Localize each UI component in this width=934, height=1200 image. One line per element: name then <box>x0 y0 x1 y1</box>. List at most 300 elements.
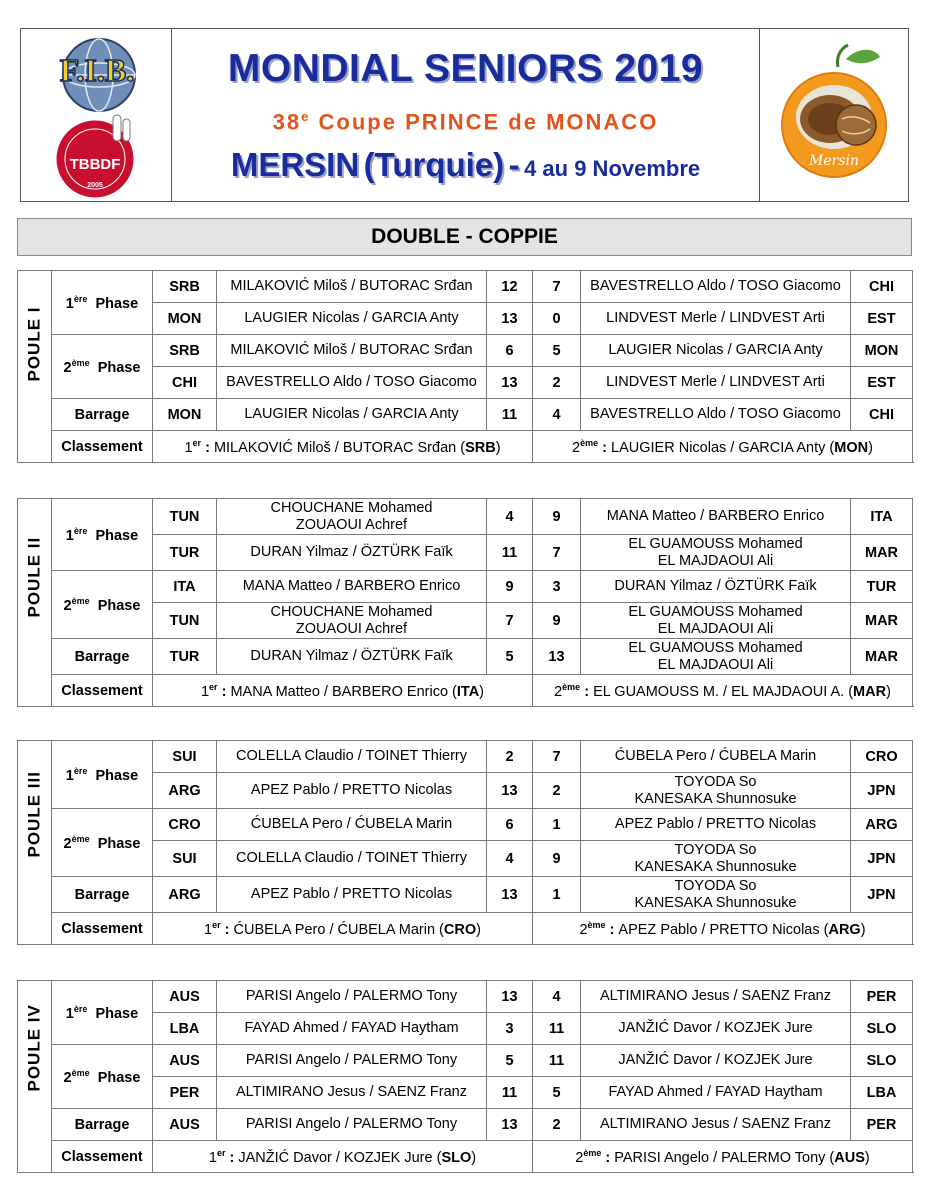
rank-sup: ème <box>583 1147 602 1158</box>
rank-team: JANŽIĆ Davor / KOZJEK Jure <box>238 1149 433 1166</box>
team1-country-code: TUN <box>153 603 217 639</box>
team1-names <box>217 499 487 535</box>
phase-word: Phase <box>97 835 141 852</box>
fib-logo-icon <box>27 33 167 123</box>
player-names-line: APEZ Pablo / PRETTO Nicolas <box>614 816 817 832</box>
team2-names <box>581 303 851 335</box>
pool-table <box>17 740 913 945</box>
player-names-line: EL GUAMOUSS Mohamed <box>628 639 803 656</box>
player-names-line: TOYODA So <box>674 841 757 858</box>
rank-team: APEZ Pablo / PRETTO Nicolas <box>618 921 820 938</box>
player-names-line: MANA Matteo / BARBERO Enrico <box>606 508 825 524</box>
player-names-line: ALTIMIRANO Jesus / SAENZ Franz <box>600 988 831 1004</box>
team2-country-code: JPN <box>851 877 913 913</box>
rank-sup: ème <box>587 919 606 930</box>
phase-sup: ère <box>73 293 88 304</box>
team1-country-code: CRO <box>153 809 217 841</box>
ranking-row <box>18 675 913 707</box>
team2-score: 7 <box>533 271 581 303</box>
player-names-line: APEZ Pablo / PRETTO Nicolas <box>250 782 453 798</box>
rank-country-code: SLO <box>441 1149 472 1166</box>
team2-country-code: MAR <box>851 603 913 639</box>
phase-sup: ème <box>71 595 90 606</box>
team1-names <box>217 571 487 603</box>
rank-country-code: AUS <box>834 1149 865 1166</box>
match-row <box>18 1013 913 1045</box>
match-row <box>18 773 913 809</box>
player-names-line: BAVESTRELLO Aldo / TOSO Giacomo <box>590 406 841 422</box>
team1-names <box>217 603 487 639</box>
phase-number: 2 <box>63 597 72 614</box>
team1-country-code: CHI <box>153 367 217 399</box>
ranking-second: 2ème : EL GUAMOUSS M. / EL MAJDAOUI A. (MAR) <box>533 675 913 707</box>
player-names-line: PARISI Angelo / PALERMO Tony <box>245 1052 458 1068</box>
team1-score: 13 <box>487 877 533 913</box>
match-row <box>18 571 913 603</box>
rank-colon: : <box>598 439 612 456</box>
rank-team: MILAKOVIĆ Miloš / BUTORAC Srđan <box>213 439 457 456</box>
pool-name <box>18 981 52 1173</box>
phase-word: Phase <box>97 359 141 376</box>
team1-country-code: MON <box>153 303 217 335</box>
team1-score: 9 <box>487 571 533 603</box>
player-names-line: COLELLA Claudio / TOINET Thierry <box>235 850 468 866</box>
event-dates: 4 au 9 Novembre <box>524 156 701 181</box>
rank-number: 1 <box>204 921 213 938</box>
player-names-line: DURAN Yilmaz / ÖZTÜRK Faïk <box>250 648 453 664</box>
team1-names <box>217 841 487 877</box>
event-dash: - <box>508 146 520 183</box>
subtitle-number: 38 <box>272 109 302 135</box>
phase-number: 2 <box>63 835 72 852</box>
phase-word: Phase <box>95 295 139 312</box>
ranking-label: Classement <box>52 675 153 707</box>
player-names-line: FAYAD Ahmed / FAYAD Haytham <box>608 1084 823 1100</box>
team2-names <box>581 877 851 913</box>
phase-number: 1 <box>65 527 74 544</box>
match-row <box>18 499 913 535</box>
team1-country-code: AUS <box>153 1045 217 1077</box>
team1-names <box>217 1013 487 1045</box>
rank-colon: : <box>217 683 231 700</box>
phase-label <box>52 499 153 571</box>
rank-country-code: MON <box>834 439 869 456</box>
mersin-orange-logo-icon <box>768 39 900 189</box>
team2-score: 1 <box>533 809 581 841</box>
team2-names <box>581 367 851 399</box>
section-title: DOUBLE - COPPIE <box>17 218 912 256</box>
phase-word: Phase <box>95 1005 139 1022</box>
page-title: MONDIAL SENIORS 2019 <box>227 47 704 90</box>
player-names-line: JANŽIĆ Davor / KOZJEK Jure <box>618 1052 813 1068</box>
player-names-line: CHOUCHANE Mohamed <box>270 499 433 516</box>
fib-logo-text: F.I.B. <box>59 52 135 88</box>
team2-country-code: SLO <box>851 1013 913 1045</box>
team1-names <box>217 773 487 809</box>
phase-label <box>52 571 153 639</box>
rank-colon: : <box>605 921 619 938</box>
phase-sup: ère <box>73 765 88 776</box>
match-row <box>18 303 913 335</box>
match-row <box>18 535 913 571</box>
phase-number: 1 <box>65 295 74 312</box>
match-row <box>18 741 913 773</box>
team1-country-code: SRB <box>153 335 217 367</box>
team2-names <box>581 639 851 675</box>
team2-score: 2 <box>533 773 581 809</box>
event-city: MERSIN <box>230 146 360 183</box>
team2-country-code: EST <box>851 367 913 399</box>
team2-names <box>581 841 851 877</box>
rank-team: PARISI Angelo / PALERMO Tony <box>614 1149 826 1166</box>
team2-country-code: SLO <box>851 1045 913 1077</box>
match-row <box>18 841 913 877</box>
phase-label <box>52 1045 153 1109</box>
team2-score: 11 <box>533 1013 581 1045</box>
team2-score: 11 <box>533 1045 581 1077</box>
rank-sup: ème <box>562 681 581 692</box>
pool-name-text: POULE I <box>24 305 44 381</box>
pool-table <box>17 980 913 1173</box>
rank-number: 2 <box>579 921 588 938</box>
rank-number: 1 <box>200 683 210 700</box>
team1-country-code: SUI <box>153 841 217 877</box>
team2-names <box>581 1013 851 1045</box>
rank-country-code: ITA <box>456 683 480 700</box>
rank-country-code: MAR <box>853 683 887 700</box>
ranking-second: 2ème : APEZ Pablo / PRETTO Nicolas (ARG) <box>533 913 913 945</box>
rank-colon: : <box>220 921 234 938</box>
team1-names <box>217 981 487 1013</box>
team2-score: 9 <box>533 841 581 877</box>
team2-names <box>581 571 851 603</box>
team2-country-code: MAR <box>851 639 913 675</box>
player-names-line: KANESAKA Shunnosuke <box>634 858 797 875</box>
subtitle-sup: e <box>301 109 311 124</box>
team2-country-code: MAR <box>851 535 913 571</box>
team1-score: 11 <box>487 535 533 571</box>
pool-name <box>18 741 52 945</box>
team2-score: 13 <box>533 639 581 675</box>
ranking-second: 2ème : PARISI Angelo / PALERMO Tony (AUS) <box>533 1141 913 1173</box>
team1-names <box>217 271 487 303</box>
event-country: (Turquie) <box>363 146 505 183</box>
player-names-line: LINDVEST Merle / LINDVEST Arti <box>606 374 825 390</box>
player-names-line: ĆUBELA Pero / ĆUBELA Marin <box>250 816 453 832</box>
ranking-second: 2ème : LAUGIER Nicolas / GARCIA Anty (MON) <box>533 431 913 463</box>
team1-country-code: SRB <box>153 271 217 303</box>
rank-number: 1 <box>208 1149 217 1166</box>
team1-score: 11 <box>487 399 533 431</box>
phase-label <box>52 741 153 809</box>
team1-country-code: AUS <box>153 981 217 1013</box>
rank-number: 2 <box>575 1149 584 1166</box>
player-names-line: BAVESTRELLO Aldo / TOSO Giacomo <box>226 374 477 390</box>
pool-name <box>18 499 52 707</box>
ranking-label: Classement <box>52 913 153 945</box>
match-row <box>18 1045 913 1077</box>
team1-country-code: LBA <box>153 1013 217 1045</box>
match-row <box>18 809 913 841</box>
team2-score: 7 <box>533 741 581 773</box>
team1-score: 13 <box>487 773 533 809</box>
rank-sup: er <box>216 1147 226 1158</box>
rank-sup: er <box>212 919 221 930</box>
team2-country-code: PER <box>851 1109 913 1141</box>
phase-label <box>52 271 153 335</box>
match-row <box>18 877 913 913</box>
team2-country-code: CHI <box>851 399 913 431</box>
team2-score: 4 <box>533 399 581 431</box>
player-names-line: DURAN Yilmaz / ÖZTÜRK Faïk <box>614 578 817 594</box>
team2-names <box>581 741 851 773</box>
team2-country-code: PER <box>851 981 913 1013</box>
ranking-first: 1er : MILAKOVIĆ Miloš / BUTORAC Srđan (SRB) <box>153 431 533 463</box>
player-names-line: ZOUAOUI Achref <box>295 620 408 637</box>
match-row <box>18 603 913 639</box>
team1-score: 12 <box>487 271 533 303</box>
player-names-line: ALTIMIRANO Jesus / SAENZ Franz <box>236 1084 467 1100</box>
team1-score: 5 <box>487 1045 533 1077</box>
team2-names <box>581 603 851 639</box>
phase-word: Phase <box>97 1069 141 1086</box>
team1-names <box>217 535 487 571</box>
phase-sup: ème <box>71 357 90 368</box>
player-names-line: ĆUBELA Pero / ĆUBELA Marin <box>614 748 817 764</box>
team1-score: 13 <box>487 981 533 1013</box>
team1-score: 6 <box>487 809 533 841</box>
ranking-first: 1er : ĆUBELA Pero / ĆUBELA Marin (CRO) <box>153 913 533 945</box>
event-location <box>172 146 759 184</box>
team2-score: 1 <box>533 877 581 913</box>
team2-score: 7 <box>533 535 581 571</box>
rank-country-code: SRB <box>465 439 496 456</box>
player-names-line: EL MAJDAOUI Ali <box>657 552 774 569</box>
team1-names <box>217 639 487 675</box>
team2-score: 9 <box>533 499 581 535</box>
player-names-line: MILAKOVIĆ Miloš / BUTORAC Srđan <box>230 278 473 294</box>
phase-number: 2 <box>63 359 72 376</box>
player-names-line: ALTIMIRANO Jesus / SAENZ Franz <box>600 1116 831 1132</box>
player-names-line: KANESAKA Shunnosuke <box>634 894 797 911</box>
team1-country-code: TUR <box>153 535 217 571</box>
match-row <box>18 639 913 675</box>
team1-score: 2 <box>487 741 533 773</box>
team1-country-code: ARG <box>153 877 217 913</box>
team1-names <box>217 335 487 367</box>
team1-country-code: TUR <box>153 639 217 675</box>
ranking-label: Classement <box>52 1141 153 1173</box>
player-names-line: PARISI Angelo / PALERMO Tony <box>245 988 458 1004</box>
tbbdf-logo-icon <box>47 111 143 203</box>
rank-number: 2 <box>554 683 563 700</box>
barrage-label <box>52 877 153 913</box>
ranking-row <box>18 913 913 945</box>
player-names-line: LAUGIER Nicolas / GARCIA Anty <box>244 406 459 422</box>
player-names-line: COLELLA Claudio / TOINET Thierry <box>235 748 468 764</box>
team1-names <box>217 741 487 773</box>
rank-team: ĆUBELA Pero / ĆUBELA Marin <box>233 921 436 938</box>
team1-names <box>217 1045 487 1077</box>
team2-country-code: EST <box>851 303 913 335</box>
player-names-line: MILAKOVIĆ Miloš / BUTORAC Srđan <box>230 342 473 358</box>
rank-team: LAUGIER Nicolas / GARCIA Anty <box>611 439 826 456</box>
ranking-first: 1er : MANA Matteo / BARBERO Enrico (ITA) <box>153 675 533 707</box>
page-subtitle <box>172 109 759 135</box>
team2-names <box>581 499 851 535</box>
team1-country-code: TUN <box>153 499 217 535</box>
match-row <box>18 1077 913 1109</box>
barrage-label <box>52 639 153 675</box>
phase-sup: ème <box>71 833 90 844</box>
team2-names <box>581 535 851 571</box>
player-names-line: KANESAKA Shunnosuke <box>634 790 797 807</box>
team2-country-code: CHI <box>851 271 913 303</box>
rank-country-code: CRO <box>443 921 477 938</box>
rank-sup: ème <box>580 437 599 448</box>
team2-score: 2 <box>533 367 581 399</box>
player-names-line: CHOUCHANE Mohamed <box>270 603 433 620</box>
player-names-line: EL MAJDAOUI Ali <box>657 656 774 673</box>
pool-name-text: POULE III <box>24 770 44 857</box>
team1-score: 7 <box>487 603 533 639</box>
rank-number: 1 <box>184 439 193 456</box>
rank-sup: er <box>209 681 218 692</box>
team2-country-code: ARG <box>851 809 913 841</box>
team2-names <box>581 809 851 841</box>
ranking-row <box>18 431 913 463</box>
rank-colon: : <box>201 439 214 456</box>
team1-score: 11 <box>487 1077 533 1109</box>
match-row <box>18 335 913 367</box>
phase-number: 1 <box>65 1005 74 1022</box>
header-titles <box>172 29 759 201</box>
pool-table <box>17 498 913 707</box>
player-names-line: EL GUAMOUSS Mohamed <box>628 603 803 620</box>
rank-team: MANA Matteo / BARBERO Enrico <box>230 683 449 700</box>
ranking-label: Classement <box>52 431 153 463</box>
player-names-line: EL GUAMOUSS Mohamed <box>628 535 803 552</box>
team1-score: 13 <box>487 367 533 399</box>
header-left-logos <box>21 29 172 201</box>
phase-sup: ème <box>71 1067 90 1078</box>
team2-country-code: ITA <box>851 499 913 535</box>
player-names-line: TOYODA So <box>674 773 757 790</box>
phase-word: Phase <box>95 767 139 784</box>
rank-colon: : <box>225 1149 239 1166</box>
team1-score: 13 <box>487 1109 533 1141</box>
barrage-text: Barrage <box>74 406 130 423</box>
team2-names <box>581 399 851 431</box>
team2-names <box>581 271 851 303</box>
phase-word: Phase <box>95 527 139 544</box>
player-names-line: PARISI Angelo / PALERMO Tony <box>245 1116 458 1132</box>
team1-score: 5 <box>487 639 533 675</box>
team2-country-code: JPN <box>851 841 913 877</box>
phase-label <box>52 335 153 399</box>
team1-country-code: ARG <box>153 773 217 809</box>
team2-score: 0 <box>533 303 581 335</box>
team2-score: 4 <box>533 981 581 1013</box>
phase-word: Phase <box>97 597 141 614</box>
barrage-text: Barrage <box>74 1116 130 1133</box>
team2-country-code: JPN <box>851 773 913 809</box>
team2-country-code: MON <box>851 335 913 367</box>
subtitle-rest: Coupe PRINCE de MONACO <box>318 109 659 135</box>
team1-names <box>217 809 487 841</box>
player-names-line: LINDVEST Merle / LINDVEST Arti <box>606 310 825 326</box>
team2-names <box>581 981 851 1013</box>
team1-score: 4 <box>487 499 533 535</box>
rank-sup: er <box>192 437 202 448</box>
match-row <box>18 399 913 431</box>
player-names-line: LAUGIER Nicolas / GARCIA Anty <box>244 310 459 326</box>
team1-names <box>217 367 487 399</box>
team2-names <box>581 773 851 809</box>
barrage-label <box>52 1109 153 1141</box>
team2-country-code: TUR <box>851 571 913 603</box>
match-row <box>18 367 913 399</box>
team2-names <box>581 1077 851 1109</box>
team1-country-code: SUI <box>153 741 217 773</box>
team2-score: 5 <box>533 335 581 367</box>
tbbdf-logo-year: 2005 <box>87 182 103 189</box>
team1-names <box>217 1109 487 1141</box>
phase-number: 1 <box>65 767 74 784</box>
team1-score: 6 <box>487 335 533 367</box>
player-names-line: APEZ Pablo / PRETTO Nicolas <box>250 886 453 902</box>
team2-names <box>581 1045 851 1077</box>
tbbdf-logo-text: TBBDF <box>69 156 121 173</box>
team1-score: 3 <box>487 1013 533 1045</box>
match-row <box>18 271 913 303</box>
page-header <box>20 28 909 202</box>
ranking-first: 1er : JANŽIĆ Davor / KOZJEK Jure (SLO) <box>153 1141 533 1173</box>
phase-label <box>52 981 153 1045</box>
barrage-text: Barrage <box>74 886 130 903</box>
rank-colon: : <box>580 683 594 700</box>
phase-label <box>52 809 153 877</box>
team2-names <box>581 335 851 367</box>
pool-name-text: POULE IV <box>24 1003 44 1091</box>
team2-score: 2 <box>533 1109 581 1141</box>
rank-colon: : <box>601 1149 615 1166</box>
team1-score: 13 <box>487 303 533 335</box>
team2-names <box>581 1109 851 1141</box>
phase-sup: ère <box>73 1003 88 1014</box>
player-names-line: MANA Matteo / BARBERO Enrico <box>242 578 461 594</box>
team2-country-code: CRO <box>851 741 913 773</box>
team1-names <box>217 877 487 913</box>
team1-names <box>217 399 487 431</box>
match-row <box>18 1109 913 1141</box>
team1-score: 4 <box>487 841 533 877</box>
team1-country-code: PER <box>153 1077 217 1109</box>
header-right-logo <box>759 29 908 201</box>
team1-names <box>217 303 487 335</box>
pool-name <box>18 271 52 463</box>
player-names-line: BAVESTRELLO Aldo / TOSO Giacomo <box>590 278 841 294</box>
player-names-line: JANŽIĆ Davor / KOZJEK Jure <box>618 1020 813 1036</box>
player-names-line: DURAN Yilmaz / ÖZTÜRK Faïk <box>250 544 453 560</box>
team2-score: 5 <box>533 1077 581 1109</box>
player-names-line: TOYODA So <box>674 877 757 894</box>
player-names-line: FAYAD Ahmed / FAYAD Haytham <box>244 1020 459 1036</box>
team1-country-code: AUS <box>153 1109 217 1141</box>
player-names-line: EL MAJDAOUI Ali <box>657 620 774 637</box>
rank-team: EL GUAMOUSS M. / EL MAJDAOUI A. <box>593 683 845 700</box>
ranking-row <box>18 1141 913 1173</box>
